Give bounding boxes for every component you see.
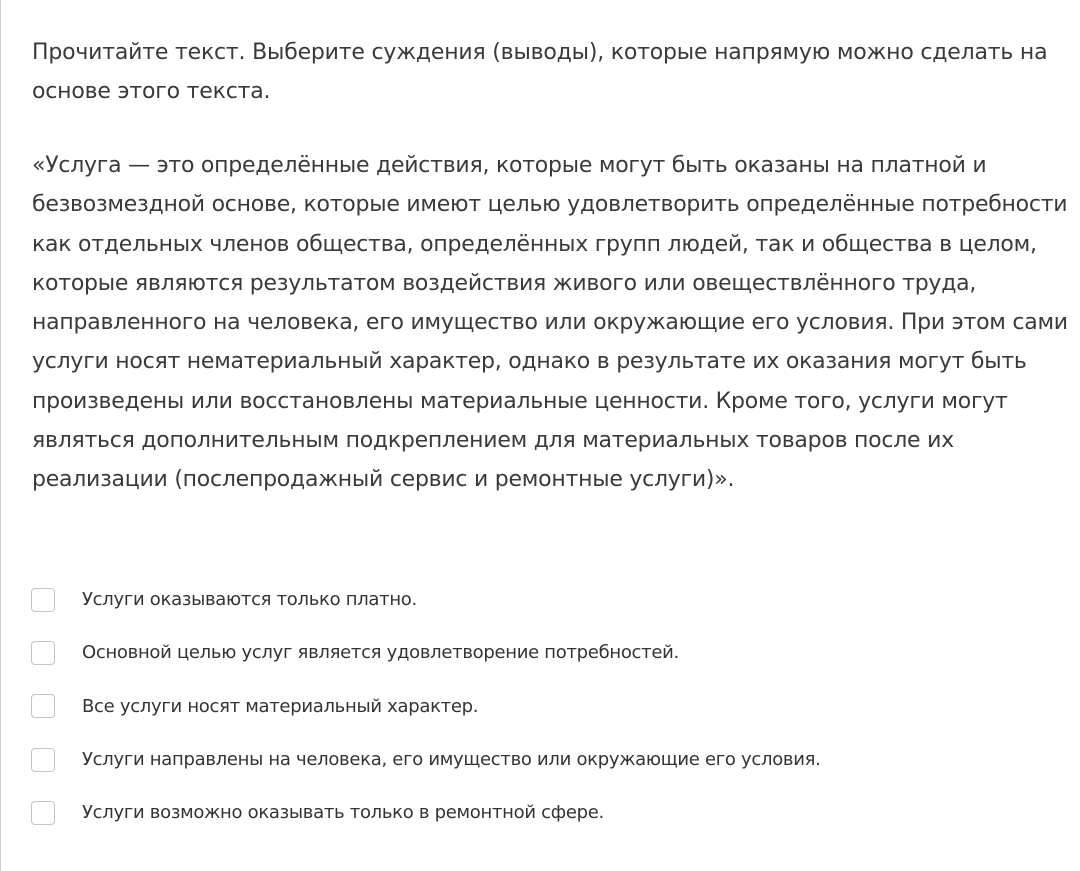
answer-option-label: Услуги направлены на человека, его имущество или окружающие его условия. <box>82 749 821 771</box>
answer-option-label: Основной целью услуг является удовлетворение потребностей. <box>82 642 679 664</box>
question-heading-partial <box>32 0 632 4</box>
checkbox[interactable] <box>31 801 55 825</box>
checkbox[interactable] <box>31 588 55 612</box>
answer-options-list <box>31 573 1071 839</box>
answer-option-label: Все услуги носят материальный характер. <box>82 695 479 717</box>
answer-option-5[interactable] <box>31 786 1071 839</box>
answer-option-2[interactable] <box>31 626 1071 679</box>
answer-option-4[interactable] <box>31 733 1071 786</box>
answer-option-label: Услуги оказываются только платно. <box>82 589 417 611</box>
answer-option-label: Услуги возможно оказывать только в ремонтной сфере. <box>82 802 604 824</box>
panel-left-border <box>0 0 1 871</box>
question-quote-text: «Услуга — это определённые действия, которые могут быть оказаны на платной и безвозмездной основе, которые имеют целью удовлетворить определённые потребности как отдельных членов общества, определённых групп людей, так и общества в целом, которые являются результатом воздействия живого или овеществлённого труда, направленного на человека, его имущество или окружающие его условия. При этом сами услуги носят нематериальный характер, однако в результате их оказания могут быть произведены или восстановлены материальные ценности. Кроме того, услуги могут являться дополнительным подкреплением для материальных товаров после их реализации (послепродажный сервис и ремонтные услуги)». <box>32 153 1068 493</box>
checkbox[interactable] <box>31 694 55 718</box>
answer-option-1[interactable] <box>31 573 1071 626</box>
checkbox[interactable] <box>31 641 55 665</box>
answer-option-3[interactable] <box>31 680 1071 733</box>
question-instruction: Прочитайте текст. Выберите суждения (выводы), которые напрямую можно сделать на основе этого текста. <box>32 40 1048 104</box>
checkbox[interactable] <box>31 748 55 772</box>
